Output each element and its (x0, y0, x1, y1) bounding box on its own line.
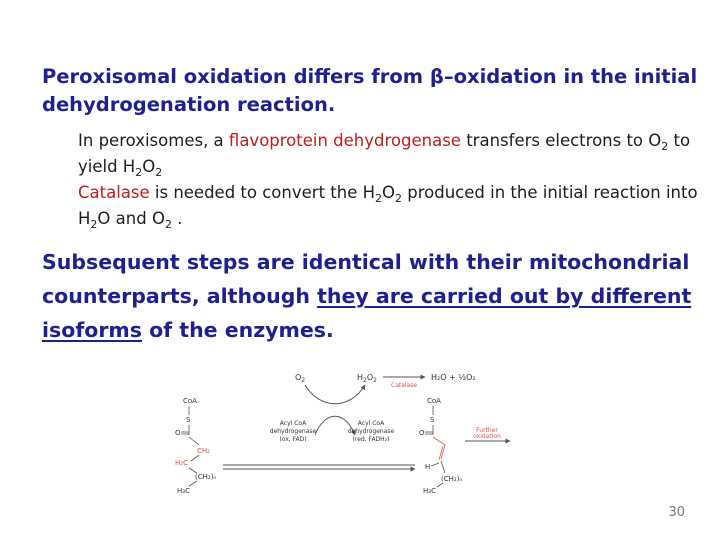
double-bond-line (433, 437, 445, 445)
enzyme-left-line-1: Acyl CoA (279, 420, 307, 427)
enzyme-right-line-3: (red, FADH₂) (352, 436, 390, 443)
subscript: 2 (375, 192, 383, 205)
bond-line (437, 483, 443, 487)
further-oxidation-line-2: oxidation (473, 433, 501, 440)
ch2n-right-label: (CH₂)ₙ (441, 475, 463, 483)
subscript: 2 (135, 166, 143, 179)
heading-text-2: –oxidation in the initial dehydrogenation reaction. (42, 65, 698, 116)
o2-label: $O_2$ (295, 373, 306, 384)
bond-line (431, 463, 439, 466)
bond-line (189, 481, 197, 486)
beta-symbol: β (429, 65, 444, 88)
coa-left-label: CoA (183, 397, 197, 405)
bond-line (441, 461, 445, 473)
text-segment: In peroxisomes, a (78, 131, 229, 150)
further-oxidation-line-1: Further (476, 427, 498, 434)
text-segment: O and O (97, 209, 165, 228)
page-number: 30 (668, 505, 685, 520)
text-segment: transfers electrons to O (460, 131, 662, 150)
text-segment: O (142, 157, 156, 176)
text-segment: of the enzymes. (142, 318, 334, 342)
bond-line (191, 455, 199, 461)
enzyme-right-line-1: Acyl CoA (357, 420, 385, 427)
h3c-left-label: H₃C (177, 487, 190, 495)
text-segment: is needed to convert the H (149, 183, 376, 202)
h2o2-label: $H_2O_2$ (357, 373, 377, 384)
oxygen-left-label: O (175, 429, 181, 437)
sulfur-right-label: S (430, 416, 435, 424)
text-segment: to yield H (78, 131, 691, 176)
subsequent-steps-text (42, 245, 712, 347)
catalase-term: Catalase (78, 183, 150, 202)
bond-line (189, 437, 199, 445)
subscript: 2 (661, 140, 669, 153)
catalase-label: Catalase (391, 382, 418, 389)
enzyme-left-line-2: dehydrogenase (269, 428, 317, 435)
text-segment: Subsequent steps are identical with their mitochondrial counterparts, although (42, 250, 690, 308)
text-segment: O (382, 183, 396, 202)
flavoprotein-term: flavoprotein dehydrogenase (228, 131, 461, 150)
subscript: 2 (155, 166, 163, 179)
hydrogen-right-label: H (425, 463, 431, 471)
text-segment: . (171, 209, 183, 228)
subscript: 2 (164, 218, 172, 231)
heading-text-1: Peroxisomal oxidation differs from (42, 65, 430, 88)
text-segment: produced in the initial reaction into H (78, 183, 698, 228)
oxygen-right-label: O (419, 429, 425, 437)
h2c-label: H₂C (175, 459, 188, 467)
coa-right-label: CoA (427, 397, 441, 405)
catalase-paragraph (78, 180, 698, 232)
catalase-product-label: H₂O + ½O₂ (431, 373, 476, 382)
peroxisomal-oxidation-diagram (175, 365, 525, 495)
slide-heading (42, 63, 702, 119)
ch2-label: CH₂ (197, 447, 210, 455)
subscript: 2 (90, 218, 98, 231)
enzyme-right-line-2: dehydrogenase (347, 428, 395, 435)
peroxisome-paragraph (78, 128, 698, 180)
cycle-arrow-top (305, 385, 365, 404)
body-paragraphs (78, 128, 698, 232)
underlined-phrase: they are carried out by different isoforms (42, 284, 692, 342)
h3c-right-label: H₃C (423, 487, 436, 495)
ch2n-left-label: (CH₂)ₙ (195, 473, 217, 481)
sulfur-left-label: S (186, 416, 191, 424)
enzyme-left-line-3: (ox, FAD) (279, 436, 307, 443)
subscript: 2 (395, 192, 403, 205)
